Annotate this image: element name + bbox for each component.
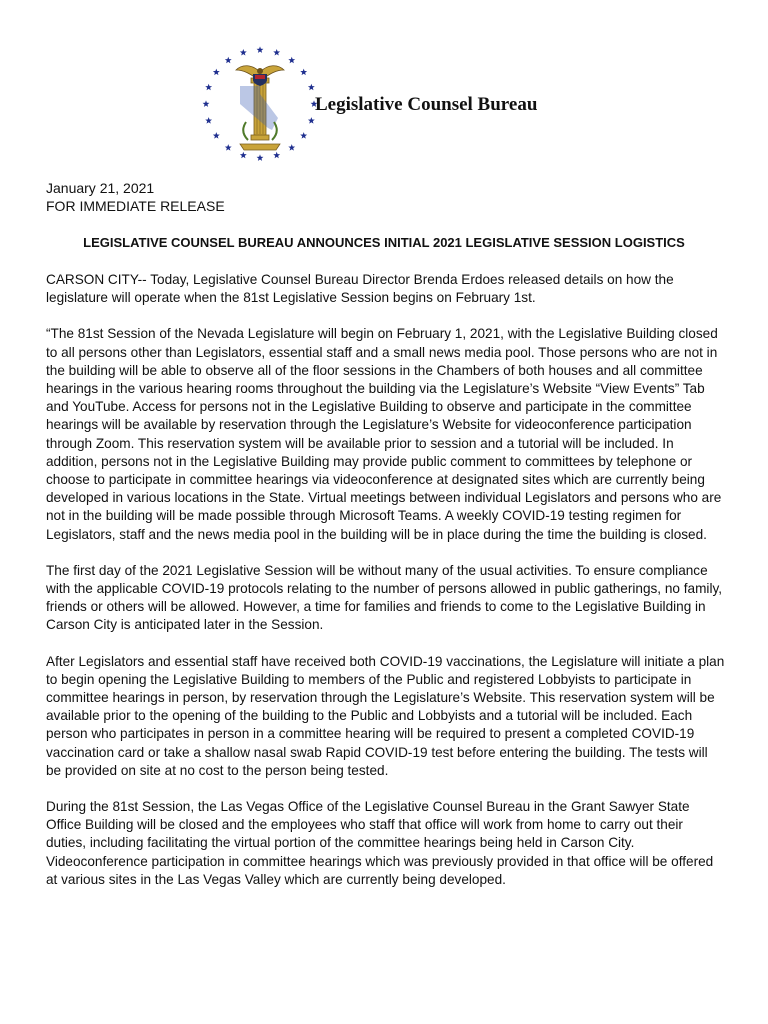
release-date: January 21, 2021 xyxy=(46,180,155,196)
release-meta xyxy=(46,179,225,215)
star-icon xyxy=(213,132,220,139)
star-icon xyxy=(225,144,232,151)
star-icon xyxy=(300,132,307,139)
star-icon xyxy=(273,152,280,159)
star-icon xyxy=(213,69,220,76)
star-icon xyxy=(273,49,280,56)
paragraph-intro: CARSON CITY-- Today, Legislative Counsel Bureau Director Brenda Erdoes released details on how the legislature will operate when the 81st Legislative Session begins on February 1st. xyxy=(46,272,674,306)
paragraph-session-access: “The 81st Session of the Nevada Legislature will begin on February 1, 2021, with the Legislative Building closed to all persons other than Legislators, essential staff and a small news media pool. Those persons who are not in the building will be able to observe all of the floor sessions in the Chambers of both houses and all committee hearings in the various hearing rooms throughout the building via the Legislature’s Website “View Events” Tab and YouTube. Access for persons not in the Legislative Building to observe and participate in the committee hearings will be available by reservation through the Legislature’s Website for videoconference participation through Zoom. This reservation system will be available prior to session and a tutorial will be included. In addition, persons not in the Legislative Building may provide public comment to committees by telephone or choose to participate in committee hearings via videoconference at designated sites which are currently being developed in various locations in the State. Virtual meetings between individual Legislators and persons who are not in the building will be made possible through Microsoft Teams. A weekly COVID-19 testing regimen for Legislators, staff and the news media pool in the building will be in place during the time the building is closed. xyxy=(46,326,722,542)
paragraph-reopening-plan: After Legislators and essential staff have received both COVID-19 vaccinations, the Legislature will initiate a plan to begin opening the Legislative Building to members of the Public and registered Lobbyists to participate in committee hearings in person, by reservation through the Legislature’s Website. This reservation system will be available prior to the opening of the building to the Public and Lobbyists and a tutorial will be included. Each person who participates in person in a committee hearing will be required to present a completed COVID-19 vaccination card or take a shallow nasal swab Rapid COVID-19 test before entering the building. The tests will be provided on site at no cost to the person being tested. xyxy=(46,653,725,778)
star-icon xyxy=(308,84,315,91)
star-icon xyxy=(257,46,264,53)
press-release-body xyxy=(46,271,726,907)
organization-name: Legislative Counsel Bureau xyxy=(315,94,538,115)
star-icon xyxy=(288,144,295,151)
star-icon xyxy=(240,152,247,159)
paragraph-first-day: The first day of the 2021 Legislative Session will be without many of the usual activities. To ensure compliance with the applicable COVID-19 protocols relating to the number of persons allowed in public gatherings, no family, friends or others will be allowed. However, a time for families and friends to come to the Legislative Building in Carson City is anticipated later in the Session. xyxy=(46,562,723,633)
paragraph-las-vegas-office: During the 81st Session, the Las Vegas Office of the Legislative Counsel Bureau in the Grant Sawyer State Office Building will be closed and the employees who staff that office will work from home to carry out their duties, including facilitating the virtual portion of the committee hearings being held in Carson City. Videoconference participation in committee hearings which was previously provided in that office will be offered at various sites in the Las Vegas Valley which are currently being developed. xyxy=(46,799,714,887)
star-icon xyxy=(205,117,212,124)
star-icon xyxy=(257,154,264,161)
lcb-seal-logo xyxy=(200,44,320,164)
star-icon xyxy=(225,57,232,64)
star-icon xyxy=(203,100,210,107)
star-icon xyxy=(240,49,247,56)
headline: LEGISLATIVE COUNSEL BUREAU ANNOUNCES INITIAL 2021 LEGISLATIVE SESSION LOGISTICS xyxy=(83,235,685,250)
letterhead xyxy=(200,44,620,164)
star-icon xyxy=(205,84,212,91)
star-icon xyxy=(288,57,295,64)
release-status: FOR IMMEDIATE RELEASE xyxy=(46,198,225,214)
star-icon xyxy=(308,117,315,124)
star-icon xyxy=(300,69,307,76)
